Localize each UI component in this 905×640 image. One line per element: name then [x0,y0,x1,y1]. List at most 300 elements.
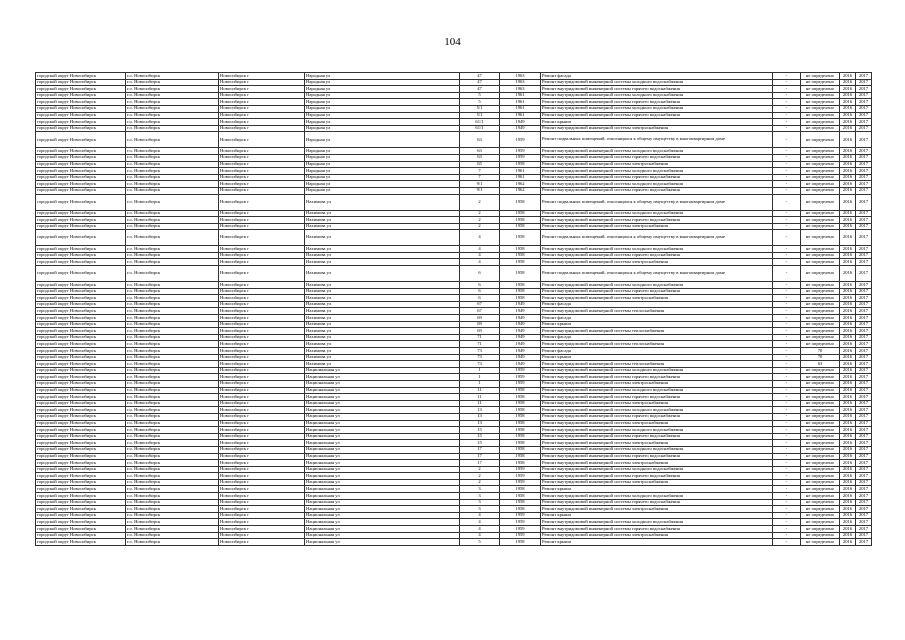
amount-cell: 70 [801,354,840,361]
municipality-cell: городской округ Новосибирск [36,99,126,106]
municipality-cell: городской округ Новосибирск [36,259,126,266]
amount-cell: не определено [801,400,840,407]
work-type-cell: Ремонт внутридомовой инженерной системы холодного водоснабжения [541,282,773,289]
district-cell: г.о. Новосибирск [126,466,219,473]
start-year-cell: 2016 [840,519,856,526]
municipality-cell: городской округ Новосибирск [36,466,126,473]
city-cell: Новосибирск г [219,132,305,148]
work-type-cell: Ремонт фасада [541,73,773,80]
start-year-cell: 2016 [840,187,856,194]
dash-cell: - [773,168,801,175]
year-cell: 1961 [500,92,541,99]
municipality-cell: городской округ Новосибирск [36,315,126,322]
dash-cell: - [773,413,801,420]
year-cell: 1949 [500,354,541,361]
year-cell: 1958 [500,246,541,253]
dash-cell: - [773,427,801,434]
dash-cell: - [773,532,801,539]
table-row [36,539,872,546]
start-year-cell: 2016 [840,433,856,440]
city-cell: Новосибирск г [219,427,305,434]
start-year-cell: 2016 [840,301,856,308]
end-year-cell: 2017 [856,259,872,266]
year-cell: 1959 [500,374,541,381]
year-cell: 1949 [500,315,541,322]
work-type-cell: Ремонт внутридомовой инженерной системы горячего водоснабжения [541,433,773,440]
work-type-cell: Ремонт внутридомовой инженерной системы горячего водоснабжения [541,499,773,506]
house-cell: 73 [460,354,500,361]
end-year-cell: 2017 [856,92,872,99]
city-cell: Новосибирск г [219,112,305,119]
municipality-cell: городской округ Новосибирск [36,295,126,302]
end-year-cell: 2017 [856,473,872,480]
table-row [36,148,872,155]
dash-cell: - [773,473,801,480]
street-cell: Нахимова ул [305,230,460,246]
district-cell: г.о. Новосибирск [126,148,219,155]
year-cell: 1958 [500,446,541,453]
year-cell: 1958 [500,210,541,217]
street-cell: Национальная ул [305,413,460,420]
table-row [36,387,872,394]
year-cell: 1958 [500,400,541,407]
city-cell: Новосибирск г [219,506,305,513]
dash-cell: - [773,526,801,533]
work-type-cell: Ремонт внутридомовой инженерной системы холодного водоснабжения [541,407,773,414]
work-type-cell: Ремонт внутридомовой инженерной системы горячего водоснабжения [541,187,773,194]
house-cell: 6 [460,282,500,289]
table-row [36,168,872,175]
year-cell: 1959 [500,148,541,155]
start-year-cell: 2016 [840,148,856,155]
start-year-cell: 2016 [840,354,856,361]
dash-cell: - [773,539,801,546]
street-cell: Нахимова ул [305,223,460,230]
amount-cell: не определено [801,92,840,99]
table-row [36,105,872,112]
end-year-cell: 2017 [856,210,872,217]
house-cell: 2 [460,194,500,210]
end-year-cell: 2017 [856,288,872,295]
city-cell: Новосибирск г [219,119,305,126]
amount-cell: не определено [801,321,840,328]
table-row [36,394,872,401]
work-type-cell: Ремонт внутридомовой инженерной системы электроснабжения [541,400,773,407]
start-year-cell: 2016 [840,479,856,486]
dash-cell: - [773,512,801,519]
amount-cell: не определено [801,266,840,282]
start-year-cell: 2016 [840,288,856,295]
municipality-cell: городской округ Новосибирск [36,334,126,341]
amount-cell: не определено [801,512,840,519]
start-year-cell: 2016 [840,92,856,99]
municipality-cell: городской округ Новосибирск [36,301,126,308]
municipality-cell: городской округ Новосибирск [36,473,126,480]
district-cell: г.о. Новосибирск [126,315,219,322]
end-year-cell: 2017 [856,380,872,387]
street-cell: Национальная ул [305,427,460,434]
district-cell: г.о. Новосибирск [126,473,219,480]
work-type-cell: Ремонт внутридомовой инженерной системы холодного водоснабжения [541,387,773,394]
city-cell: Новосибирск г [219,460,305,467]
year-cell: 1958 [500,499,541,506]
dash-cell: - [773,394,801,401]
dash-cell: - [773,73,801,80]
house-cell: 2 [460,473,500,480]
start-year-cell: 2016 [840,154,856,161]
dash-cell: - [773,348,801,355]
table-row [36,295,872,302]
work-type-cell: Ремонт подвальных помещений, относящихся к общему имуществу в многоквартирном доме [541,194,773,210]
city-cell: Новосибирск г [219,499,305,506]
start-year-cell: 2016 [840,453,856,460]
amount-cell: не определено [801,473,840,480]
table-row [36,154,872,161]
work-type-cell: Ремонт внутридомовой инженерной системы горячего водоснабжения [541,413,773,420]
street-cell: Народная ул [305,187,460,194]
amount-cell: не определено [801,440,840,447]
end-year-cell: 2017 [856,315,872,322]
dash-cell: - [773,174,801,181]
district-cell: г.о. Новосибирск [126,413,219,420]
table-row [36,132,872,148]
house-cell: 47 [460,86,500,93]
table-row [36,187,872,194]
end-year-cell: 2017 [856,354,872,361]
municipality-cell: городской округ Новосибирск [36,168,126,175]
district-cell: г.о. Новосибирск [126,440,219,447]
table-body [36,73,872,546]
work-type-cell: Ремонт внутридомовой инженерной системы электроснабжения [541,479,773,486]
district-cell: г.о. Новосибирск [126,354,219,361]
start-year-cell: 2016 [840,328,856,335]
start-year-cell: 2016 [840,374,856,381]
end-year-cell: 2017 [856,413,872,420]
dash-cell: - [773,479,801,486]
end-year-cell: 2017 [856,223,872,230]
street-cell: Нахимова ул [305,354,460,361]
dash-cell: - [773,315,801,322]
amount-cell: не определено [801,132,840,148]
house-cell: 71 [460,334,500,341]
year-cell: 1961 [500,174,541,181]
start-year-cell: 2016 [840,348,856,355]
street-cell: Национальная ул [305,473,460,480]
city-cell: Новосибирск г [219,374,305,381]
end-year-cell: 2017 [856,246,872,253]
amount-cell: не определено [801,446,840,453]
year-cell: 1958 [500,407,541,414]
house-cell: 2 [460,210,500,217]
city-cell: Новосибирск г [219,466,305,473]
amount-cell: не определено [801,367,840,374]
district-cell: г.о. Новосибирск [126,539,219,546]
start-year-cell: 2016 [840,420,856,427]
year-cell: 1959 [500,532,541,539]
house-cell: 69 [460,328,500,335]
end-year-cell: 2017 [856,512,872,519]
house-cell: 6 [460,295,500,302]
end-year-cell: 2017 [856,217,872,224]
city-cell: Новосибирск г [219,334,305,341]
end-year-cell: 2017 [856,460,872,467]
start-year-cell: 2016 [840,394,856,401]
start-year-cell: 2016 [840,466,856,473]
amount-cell: не определено [801,73,840,80]
year-cell: 1958 [500,288,541,295]
house-cell: 11 [460,387,500,394]
street-cell: Национальная ул [305,367,460,374]
end-year-cell: 2017 [856,105,872,112]
table-row [36,246,872,253]
district-cell: г.о. Новосибирск [126,301,219,308]
district-cell: г.о. Новосибирск [126,526,219,533]
work-type-cell: Ремонт крыши [541,354,773,361]
amount-cell: не определено [801,99,840,106]
house-cell: 11 [460,400,500,407]
house-cell: 6 [460,288,500,295]
district-cell: г.о. Новосибирск [126,119,219,126]
amount-cell: не определено [801,394,840,401]
city-cell: Новосибирск г [219,394,305,401]
district-cell: г.о. Новосибирск [126,194,219,210]
work-type-cell: Ремонт внутридомовой инженерной системы теплоснабжения [541,308,773,315]
municipality-cell: городской округ Новосибирск [36,506,126,513]
city-cell: Новосибирск г [219,433,305,440]
municipality-cell: городской округ Новосибирск [36,132,126,148]
end-year-cell: 2017 [856,132,872,148]
municipality-cell: городской округ Новосибирск [36,308,126,315]
house-cell: 4 [460,512,500,519]
amount-cell: не определено [801,466,840,473]
table-row [36,288,872,295]
municipality-cell: городской округ Новосибирск [36,361,126,368]
work-type-cell: Ремонт крыши [541,119,773,126]
start-year-cell: 2016 [840,315,856,322]
table-row [36,479,872,486]
district-cell: г.о. Новосибирск [126,295,219,302]
table-row [36,466,872,473]
district-cell: г.о. Новосибирск [126,374,219,381]
amount-cell: не определено [801,210,840,217]
end-year-cell: 2017 [856,119,872,126]
end-year-cell: 2017 [856,282,872,289]
city-cell: Новосибирск г [219,174,305,181]
end-year-cell: 2017 [856,334,872,341]
amount-cell: не определено [801,295,840,302]
end-year-cell: 2017 [856,187,872,194]
street-cell: Национальная ул [305,420,460,427]
dash-cell: - [773,506,801,513]
district-cell: г.о. Новосибирск [126,479,219,486]
city-cell: Новосибирск г [219,413,305,420]
start-year-cell: 2016 [840,259,856,266]
start-year-cell: 2016 [840,380,856,387]
work-type-cell: Ремонт крыши [541,539,773,546]
year-cell: 1958 [500,486,541,493]
municipality-cell: городской округ Новосибирск [36,105,126,112]
work-type-cell: Ремонт подвальных помещений, относящихся к общему имуществу в многоквартирном доме [541,132,773,148]
start-year-cell: 2016 [840,512,856,519]
house-cell: 15 [460,440,500,447]
end-year-cell: 2017 [856,348,872,355]
year-cell: 1958 [500,223,541,230]
end-year-cell: 2017 [856,328,872,335]
amount-cell: не определено [801,486,840,493]
dash-cell: - [773,460,801,467]
dash-cell: - [773,433,801,440]
table-row [36,453,872,460]
street-cell: Нахимова ул [305,328,460,335]
work-type-cell: Ремонт фасада [541,301,773,308]
dash-cell: - [773,486,801,493]
work-type-cell: Ремонт внутридомовой инженерной системы холодного водоснабжения [541,367,773,374]
dash-cell: - [773,246,801,253]
municipality-cell: городской округ Новосибирск [36,433,126,440]
end-year-cell: 2017 [856,361,872,368]
start-year-cell: 2016 [840,440,856,447]
city-cell: Новосибирск г [219,259,305,266]
year-cell: 1958 [500,453,541,460]
house-cell: 5 [460,92,500,99]
city-cell: Новосибирск г [219,105,305,112]
street-cell: Национальная ул [305,394,460,401]
dash-cell: - [773,420,801,427]
start-year-cell: 2016 [840,194,856,210]
district-cell: г.о. Новосибирск [126,519,219,526]
street-cell: Нахимова ул [305,341,460,348]
district-cell: г.о. Новосибирск [126,288,219,295]
year-cell: 1961 [500,112,541,119]
amount-cell: не определено [801,246,840,253]
house-cell: 17 [460,460,500,467]
city-cell: Новосибирск г [219,479,305,486]
year-cell: 1958 [500,217,541,224]
dash-cell: - [773,92,801,99]
house-cell: 3 [460,499,500,506]
district-cell: г.о. Новосибирск [126,433,219,440]
municipality-cell: городской округ Новосибирск [36,154,126,161]
house-cell: 1 [460,374,500,381]
work-type-cell: Ремонт внутридомовой инженерной системы холодного водоснабжения [541,493,773,500]
end-year-cell: 2017 [856,427,872,434]
dash-cell: - [773,308,801,315]
year-cell: 1963 [500,79,541,86]
city-cell: Новосибирск г [219,526,305,533]
end-year-cell: 2017 [856,532,872,539]
district-cell: г.о. Новосибирск [126,217,219,224]
table-row [36,446,872,453]
table-row [36,440,872,447]
amount-cell: не определено [801,427,840,434]
municipality-cell: городской округ Новосибирск [36,148,126,155]
amount-cell: не определено [801,154,840,161]
table-row [36,367,872,374]
table-row [36,433,872,440]
year-cell: 1958 [500,413,541,420]
house-cell: 61/1 [460,125,500,132]
end-year-cell: 2017 [856,194,872,210]
house-cell: 73 [460,348,500,355]
street-cell: Национальная ул [305,512,460,519]
street-cell: Национальная ул [305,532,460,539]
table-row [36,112,872,119]
street-cell: Нахимова ул [305,348,460,355]
city-cell: Новосибирск г [219,328,305,335]
house-cell: 9/1 [460,181,500,188]
amount-cell: не определено [801,308,840,315]
start-year-cell: 2016 [840,427,856,434]
end-year-cell: 2017 [856,86,872,93]
end-year-cell: 2017 [856,479,872,486]
amount-cell: не определено [801,288,840,295]
table-row [36,321,872,328]
start-year-cell: 2016 [840,532,856,539]
table-row [36,266,872,282]
city-cell: Новосибирск г [219,246,305,253]
work-type-cell: Ремонт внутридомовой инженерной системы электроснабжения [541,125,773,132]
year-cell: 1949 [500,328,541,335]
municipality-cell: городской округ Новосибирск [36,217,126,224]
year-cell: 1959 [500,380,541,387]
start-year-cell: 2016 [840,334,856,341]
district-cell: г.о. Новосибирск [126,168,219,175]
amount-cell: не определено [801,252,840,259]
district-cell: г.о. Новосибирск [126,181,219,188]
work-type-cell: Ремонт внутридомовой инженерной системы электроснабжения [541,420,773,427]
table-row [36,282,872,289]
year-cell: 1959 [500,466,541,473]
amount-cell: не определено [801,374,840,381]
street-cell: Национальная ул [305,519,460,526]
amount-cell: не определено [801,125,840,132]
table-row [36,194,872,210]
dash-cell: - [773,252,801,259]
district-cell: г.о. Новосибирск [126,532,219,539]
city-cell: Новосибирск г [219,73,305,80]
table-row [36,473,872,480]
district-cell: г.о. Новосибирск [126,512,219,519]
year-cell: 1961 [500,105,541,112]
dash-cell: - [773,499,801,506]
district-cell: г.о. Новосибирск [126,367,219,374]
table-row [36,460,872,467]
start-year-cell: 2016 [840,407,856,414]
work-type-cell: Ремонт подвальных помещений, относящихся к общему имуществу в многоквартирном доме [541,230,773,246]
city-cell: Новосибирск г [219,125,305,132]
municipality-cell: городской округ Новосибирск [36,387,126,394]
amount-cell: не определено [801,79,840,86]
street-cell: Нахимова ул [305,246,460,253]
dash-cell: - [773,154,801,161]
start-year-cell: 2016 [840,168,856,175]
house-cell: 2 [460,466,500,473]
house-cell: 67 [460,301,500,308]
work-type-cell: Ремонт внутридомовой инженерной системы холодного водоснабжения [541,92,773,99]
municipality-cell: городской округ Новосибирск [36,400,126,407]
municipality-cell: городской округ Новосибирск [36,420,126,427]
street-cell: Национальная ул [305,374,460,381]
year-cell: 1959 [500,479,541,486]
work-type-cell: Ремонт фасада [541,334,773,341]
house-cell: 3 [460,493,500,500]
amount-cell: не определено [801,341,840,348]
year-cell: 1958 [500,259,541,266]
year-cell: 1962 [500,187,541,194]
start-year-cell: 2016 [840,230,856,246]
dash-cell: - [773,99,801,106]
street-cell: Народная ул [305,148,460,155]
